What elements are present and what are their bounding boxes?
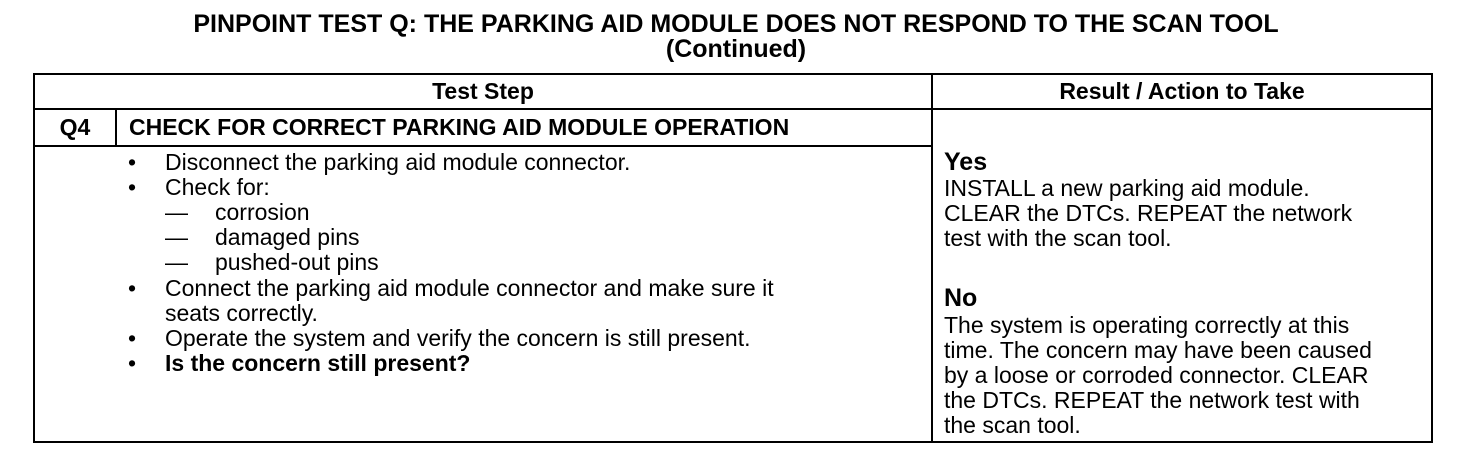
step-id: Q4 [59, 114, 91, 140]
column-divider [931, 73, 933, 443]
bullet-marker: • [128, 149, 137, 175]
header-divider [33, 108, 1433, 110]
result-no-label: No [944, 284, 978, 312]
step-instruction: Operate the system and verify the concern is still present. [165, 325, 751, 351]
result-yes-label: Yes [944, 148, 988, 176]
result-yes-text: test with the scan tool. [944, 225, 1172, 251]
test-step-header: Test Step [432, 78, 534, 104]
page-title: PINPOINT TEST Q: THE PARKING AID MODULE DOES NOT RESPOND TO THE SCAN TOOL [193, 10, 1279, 38]
page-subtitle: (Continued) [665, 35, 807, 63]
step-instruction-continued: seats correctly. [165, 300, 318, 326]
step-instruction: Disconnect the parking aid module connector. [165, 149, 631, 175]
result-yes-text: INSTALL a new parking aid module. [944, 175, 1310, 201]
result-no-text: time. The concern may have been caused [944, 337, 1372, 363]
result-no-text: the DTCs. REPEAT the network test with [944, 387, 1360, 413]
step-id-divider [115, 108, 117, 146]
result-no-text: by a loose or corroded connector. CLEAR [944, 362, 1369, 388]
bullet-marker: • [128, 174, 137, 200]
result-yes-text: CLEAR the DTCs. REPEAT the network [944, 200, 1353, 226]
step-heading: CHECK FOR CORRECT PARKING AID MODULE OPERATION [129, 114, 790, 140]
bullet-marker: • [128, 350, 137, 376]
check-item: damaged pins [215, 224, 360, 250]
bullet-marker: • [128, 275, 137, 301]
dash-marker: — [165, 199, 188, 225]
check-item: pushed-out pins [215, 249, 379, 275]
step-question: Is the concern still present? [165, 350, 471, 376]
result-header: Result / Action to Take [1059, 78, 1305, 104]
bullet-marker: • [128, 325, 137, 351]
result-no-text: The system is operating correctly at this [944, 312, 1350, 338]
step-heading-divider [33, 145, 933, 147]
dash-marker: — [165, 249, 188, 275]
step-instruction: Connect the parking aid module connector and make sure it [165, 275, 774, 301]
result-no-text: the scan tool. [944, 412, 1081, 438]
step-instruction: Check for: [165, 174, 270, 200]
dash-marker: — [165, 224, 188, 250]
check-item: corrosion [215, 199, 310, 225]
